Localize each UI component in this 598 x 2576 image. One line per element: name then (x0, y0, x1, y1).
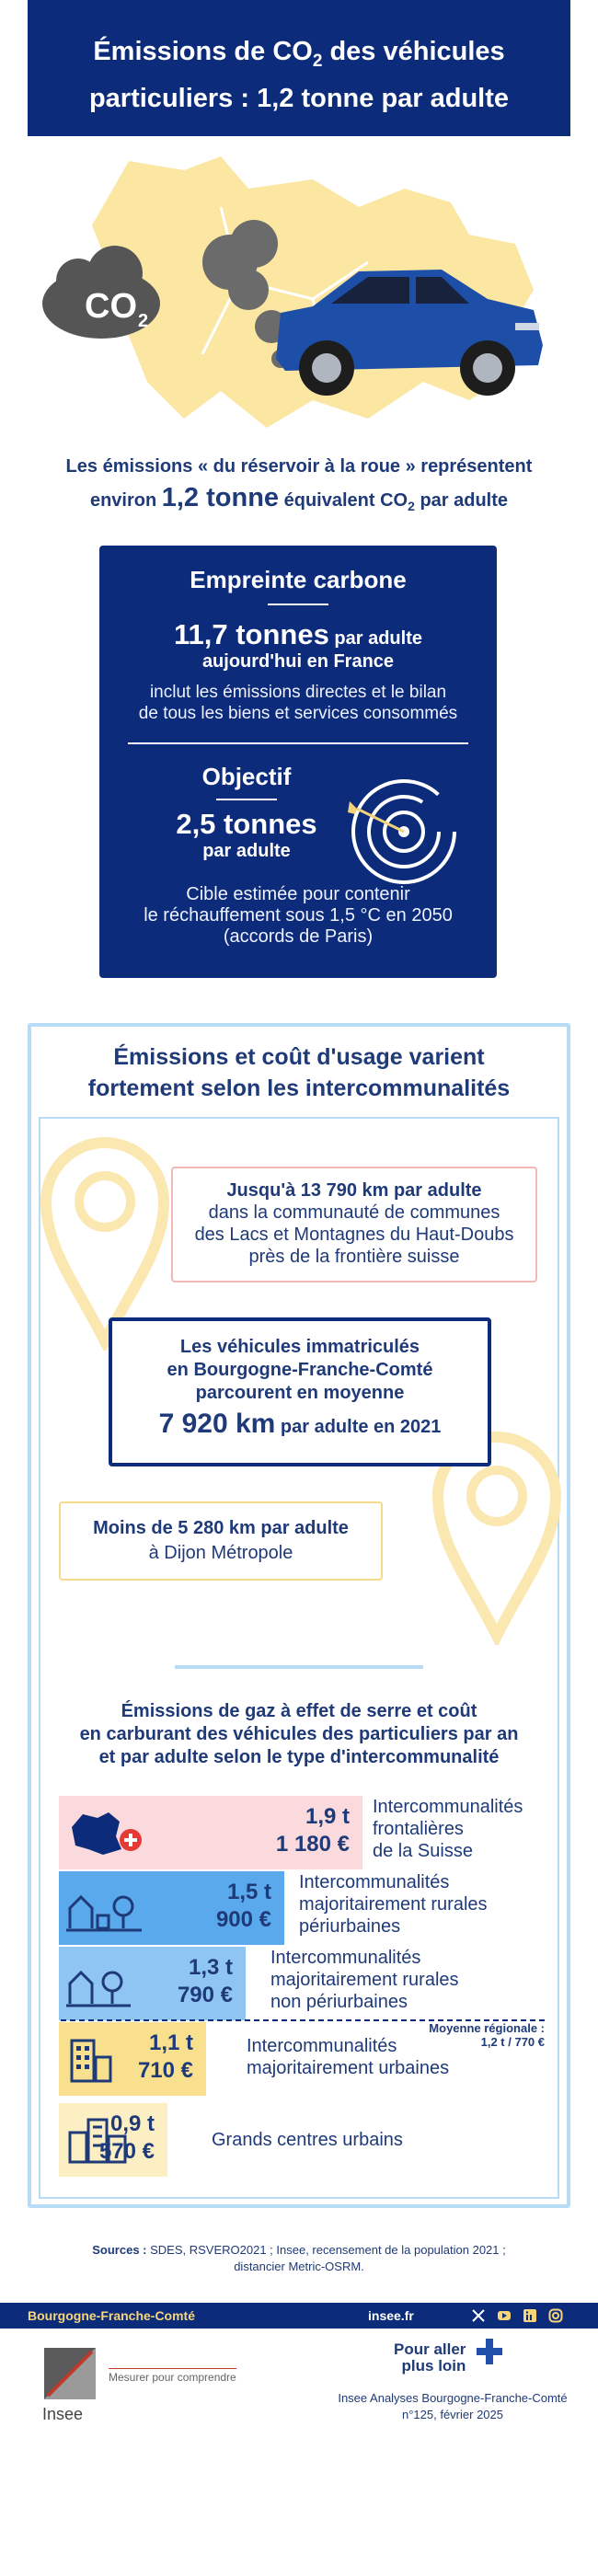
insee-slogan: Mesurer pour comprendre (109, 2368, 236, 2384)
carbon-description: inclut les émissions directes et le bilan de tous les biens et services consommés (138, 683, 458, 723)
bar-cost-label: 900 € (215, 1907, 271, 1932)
bar-cost-label: 790 € (177, 1983, 233, 2007)
bar-category-label: Intercommunalités majoritairement urbaines (247, 2036, 450, 2078)
target-icon (346, 774, 462, 890)
insee-logo-text: Insee (42, 2405, 84, 2423)
chart-bar-urban (59, 2022, 206, 2096)
average-distance-callout: Les véhicules immatriculés en Bourgogne-Franche-Comté parcourent en moyenne 7 920 km par adulte en 2021 (109, 1317, 491, 1466)
chart-bar-border-switzerland (59, 1796, 362, 1869)
sources-note: Sources : SDES, RSVERO2021 ; Insee, recensement de la population 2021 ; distancier Metric-OSRM. (92, 2243, 506, 2273)
section-title: Émissions et coût d'usage varient fortement selon les intercommunalités (87, 1044, 511, 1101)
co2-label: CO (85, 287, 137, 326)
chart-title: Émissions de gaz à effet de serre et coût en carburant des véhicules des particuliers par an et par adulte selon le type d'intercommunalité (79, 1701, 519, 1767)
page-title: Émissions de $CO_2$ des véhicules particuliers : 1,2 tonne par adulte (88, 37, 510, 113)
page-header (28, 0, 570, 136)
footer-bar (0, 2303, 598, 2329)
footer-region: Bourgogne-Franche-Comté (28, 2308, 195, 2323)
insee-logo (40, 2344, 99, 2403)
bar-cost-label: 570 € (98, 2139, 155, 2164)
bar-category-label: Intercommunalités majoritairement rurales non périurbaines (270, 1948, 459, 2012)
bar-emission-label: 0,9 t (109, 2111, 155, 2136)
bar-emission-label: 1,3 t (188, 1955, 233, 1980)
objective-value: 2,5 tonnes (176, 808, 317, 840)
house-tree-icon (66, 1960, 142, 2009)
chart-bar-rural-non-periurban (59, 1947, 246, 2020)
average-km-value: 7 920 km (158, 1409, 276, 1439)
bar-category-label: Intercommunalités frontalières de la Suisse (373, 1797, 523, 1861)
building-icon (66, 2035, 142, 2085)
carbon-value: 11,7 tonnes par adulte (174, 618, 422, 650)
intro-statement: Les émissions « du réservoir à la roue » représentent environ 1,2 tonne équivalent $CO_2$ par adulte (65, 456, 533, 513)
x-icon[interactable] (471, 2308, 486, 2323)
carbon-footprint-panel: Empreinte carbone 11,7 tonnes par adulte aujourd'hui en France inclut les émissions directes et le bilan de tous les biens et services consommés Objectif 2,5 tonnes par adulte Cible estimée pour contenir le réchauffement sous 1,5 °C en 2050 (accords de Paris) (99, 546, 497, 978)
region-map-icon (66, 1809, 142, 1858)
carbon-title: Empreinte carbone (190, 566, 407, 593)
divider (128, 742, 468, 744)
chart-bar-large-urban-centres (59, 2103, 167, 2177)
further-reading[interactable]: Pour aller plus loin (394, 2340, 466, 2375)
house-tree-icon (66, 1884, 142, 1934)
plus-icon (475, 2337, 504, 2366)
hero-illustration (37, 152, 561, 437)
objective-title: Objectif (201, 763, 292, 790)
bar-emission-label: 1,9 t (305, 1804, 350, 1829)
site-link[interactable]: insee.fr (368, 2308, 414, 2323)
bar-emission-label: 1,5 t (226, 1880, 271, 1904)
bar-category-label: Intercommunalités majoritairement rurales périurbaines (299, 1872, 488, 1937)
bar-emission-label: 1,1 t (148, 2030, 193, 2055)
bar-category-label: Grands centres urbains (212, 2130, 403, 2150)
min-distance-callout: Moins de 5 280 km par adulte à Dijon Métropole (59, 1501, 383, 1581)
linkedin-icon[interactable] (523, 2308, 537, 2323)
co2-sub: 2 (138, 311, 149, 331)
instagram-icon[interactable] (548, 2308, 563, 2323)
objective-block: Objectif 2,5 tonnes par adulte (136, 763, 357, 862)
max-distance-callout: Jusqu'à 13 790 km par adulte dans la communauté de communes des Lacs et Montagnes du Haut-Doubs près de la frontière suisse (171, 1167, 537, 1282)
bar-cost-label: 1 180 € (275, 1832, 350, 1857)
youtube-icon[interactable] (497, 2308, 512, 2323)
regional-average-label: Moyenne régionale : 1,2 t / 770 € (429, 2021, 545, 2049)
publication-reference: Insee Analyses Bourgogne-Franche-Comté n°125, février 2025 (338, 2391, 568, 2421)
intro-highlight: 1,2 tonne (161, 483, 280, 512)
chart-bar-rural-periurban (59, 1871, 284, 1945)
title-underline (268, 604, 328, 605)
bar-cost-label: 710 € (137, 2058, 193, 2083)
divider (175, 1665, 423, 1669)
objective-description: Cible estimée pour contenir le réchauffement sous 1,5 °C en 2050 (accords de Paris) (144, 884, 453, 947)
